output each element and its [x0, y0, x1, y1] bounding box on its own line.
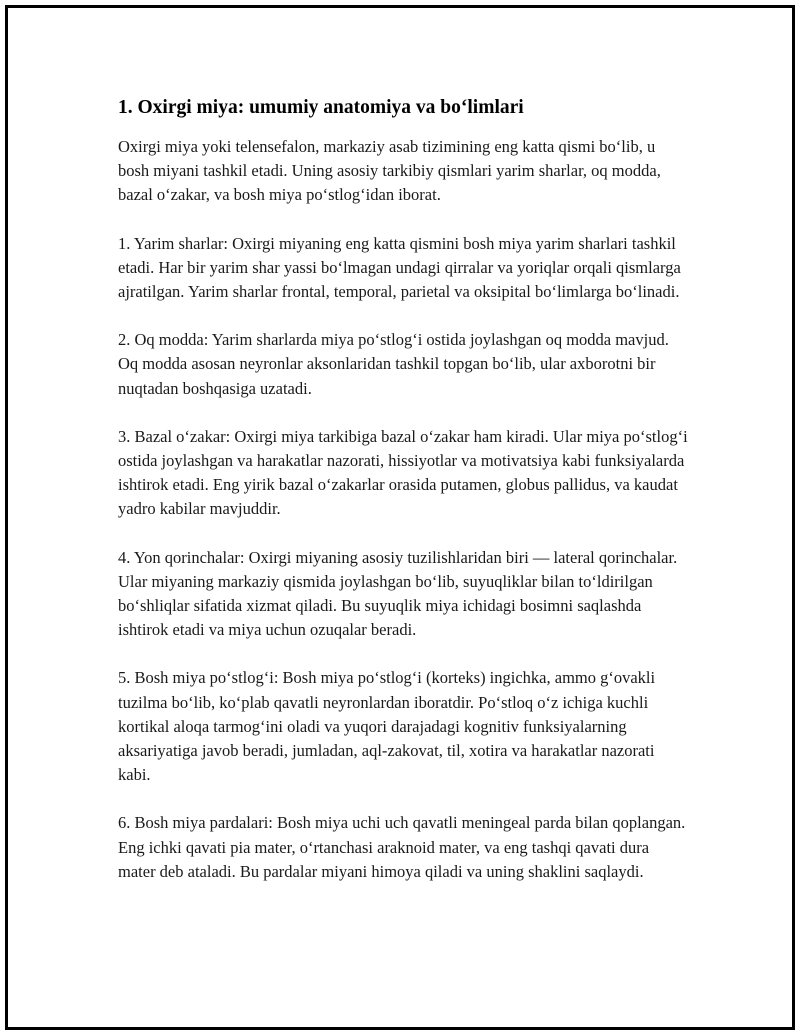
section-yon-qorinchalar: 4. Yon qorinchalar: Oxirgi miyaning asosiy tuzilishlaridan biri — lateral qorinchalar. Ular miyaning markaziy qismida joylashgan bo‘lib, suyuqliklar bilan to‘ldirilgan bo‘shliqlar sifatida xizmat qiladi. Bu suyuqlik miya ichidagi bosimni saqlashda ishtirok etadi va miya uchun ozuqalar beradi. [118, 547, 678, 640]
section-bosh-miya-pardalari: 6. Bosh miya pardalari: Bosh miya uchi uch qavatli meningeal parda bilan qoplangan. Eng ichki qavati pia mater, o‘rtanchasi araknoid mater, va eng tashqi qavati dura mater deb ataladi. Bu pardalar miyani himoya qiladi va uning shaklini saqlaydi. [118, 813, 686, 881]
document-title: 1. Oxirgi miya: umumiy anatomiya va bo‘limlari [118, 97, 524, 118]
document-body [118, 95, 688, 908]
section-yarim-sharlar: 1. Yarim sharlar: Oxirgi miyaning eng katta qismini bosh miya yarim sharlari tashkil etadi. Har bir yarim shar yassi bo‘lmagan undagi qirralar va yoriqlar orqali qismlarga ajratilgan. Yarim sharlar frontal, temporal, parietal va oksipital bo‘limlarga bo‘linadi. [118, 233, 681, 302]
section-oq-modda: 2. Oq modda: Yarim sharlarda miya po‘stlog‘i ostida joylashgan oq modda mavjud. Oq modda asosan neyronlar aksonlaridan tashkil topgan bo‘lib, ular axborotni bir nuqtadan boshqasiga uzatadi. [118, 330, 669, 398]
section-bazal-ozakar: 3. Bazal o‘zakar: Oxirgi miya tarkibiga bazal o‘zakar ham kiradi. Ular miya po‘stlog‘i ostida joylashgan va harakatlar nazorati, hissiyotlar va motivatsiya kabi funksiyalarda ishtirok etadi. Eng yirik bazal o‘zakarlar orasida putamen, globus pallidus, va kaudat yadro kabilar mavjuddir. [118, 426, 688, 519]
intro-paragraph: Oxirgi miya yoki telensefalon, markaziy asab tizimining eng katta qismi bo‘lib, u bosh miyani tashkil etadi. Uning asosiy tarkibiy qismlari yarim sharlar, oq modda, bazal o‘zakar, va bosh miya po‘stlog‘idan iborat. [118, 137, 661, 205]
section-bosh-miya-postlogi: 5. Bosh miya po‘stlog‘i: Bosh miya po‘stlog‘i (korteks) ingichka, ammo g‘ovakli tuzilma bo‘lib, ko‘plab qavatli neyronlardan iboratdir. Po‘stloq o‘z ichiga kuchli kortikal aloqa tarmog‘ini oladi va yuqori darajadagi kognitiv funksiyalarning aksariyatiga javob beradi, jumladan, aql-zakovat, til, xotira va harakatlar nazorati kabi. [118, 668, 656, 785]
